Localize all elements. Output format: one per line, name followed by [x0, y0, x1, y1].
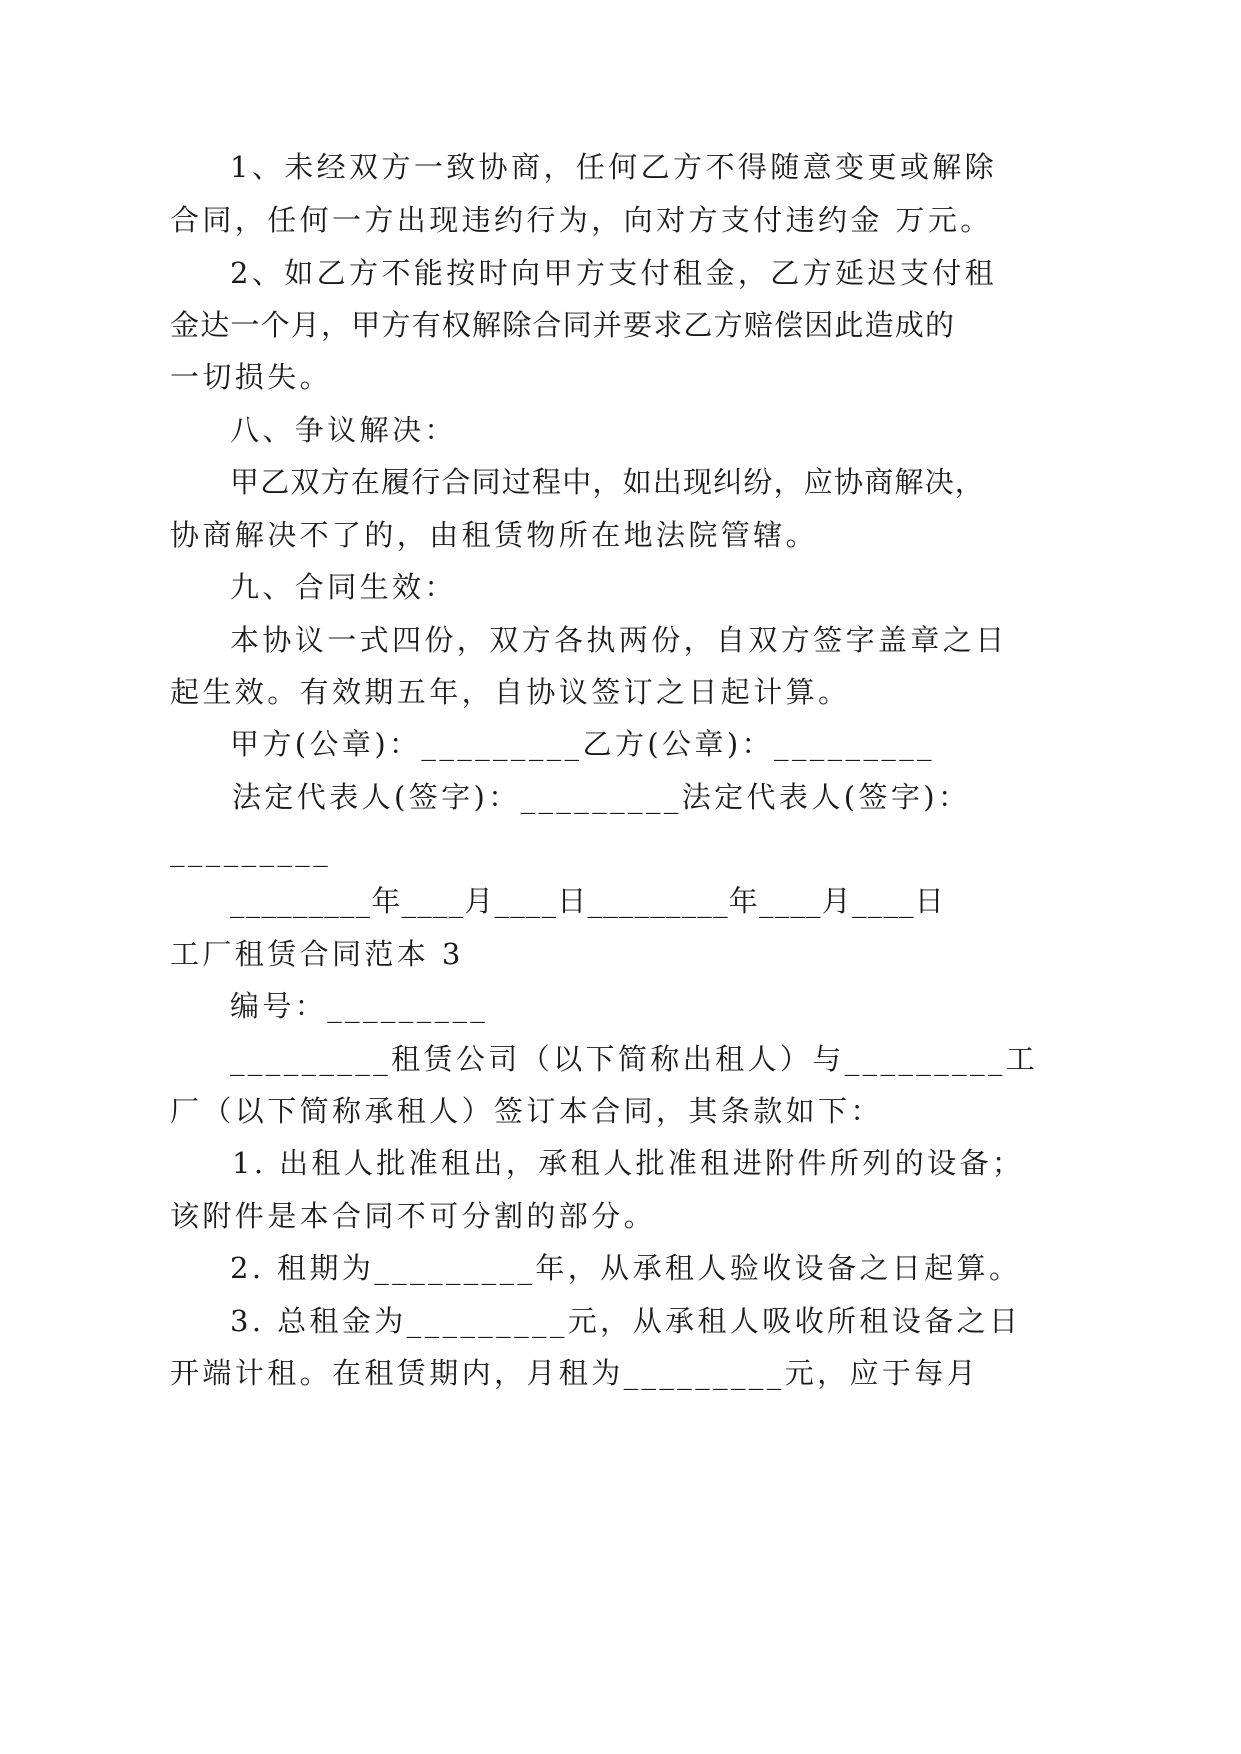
paragraph-line: 本协议一式四份，双方各执两份，自双方签字盖章之日 — [230, 623, 1008, 657]
paragraph-line: 甲乙双方在履行合同过程中，如出现纠纷，应协商解决， — [230, 465, 986, 499]
paragraph-line: 1、未经双方一致协商，任何乙方不得随意变更或解除 — [230, 150, 998, 184]
paragraph-line: 合同，任何一方出现违约行为，向对方支付违约金 万元。 — [170, 203, 993, 237]
paragraph-line: 1. 出租人批准租出，承租人批准租进附件所列的设备； — [232, 1146, 1025, 1180]
paragraph-line: 2. 租期为_________年，从承租人验收设备之日起算。 — [230, 1251, 1022, 1285]
contract-title: 工厂租赁合同范本 3 — [170, 937, 464, 971]
signature-blank: _________ — [170, 833, 332, 867]
section-heading: 八、争议解决： — [230, 413, 457, 447]
date-line: _________年____月____日_________年____月____日 — [230, 884, 946, 918]
paragraph-line: 起生效。有效期五年，自协议签订之日起计算。 — [170, 675, 851, 709]
paragraph-line: 3. 总租金为_________元，从承租人吸收所租设备之日 — [230, 1304, 1022, 1338]
paragraph-line: _________租赁公司（以下简称出租人）与_________工 — [230, 1042, 1039, 1076]
paragraph-line: 该附件是本合同不可分割的部分。 — [170, 1199, 657, 1233]
paragraph-line: 2、如乙方不能按时向甲方支付租金，乙方延迟支付租 — [230, 256, 998, 290]
paragraph-line: 协商解决不了的，由租赁物所在地法院管辖。 — [170, 518, 819, 552]
paragraph-line: 开端计租。在租赁期内，月租为_________元，应于每月 — [170, 1356, 980, 1390]
signature-line: 法定代表人(签字)：_________法定代表人(签字)： — [232, 780, 971, 814]
paragraph-line: 厂（以下简称承租人）签订本合同，其条款如下： — [170, 1094, 883, 1128]
contract-number: 编号：_________ — [230, 989, 489, 1023]
paragraph-line: 一切损失。 — [170, 360, 333, 394]
signature-line: 甲方(公章)：_________乙方(公章)：_________ — [230, 727, 936, 761]
paragraph-line: 金达一个月，甲方有权解除合同并要求乙方赔偿因此造成的 — [170, 308, 956, 342]
section-heading: 九、合同生效： — [230, 570, 457, 604]
